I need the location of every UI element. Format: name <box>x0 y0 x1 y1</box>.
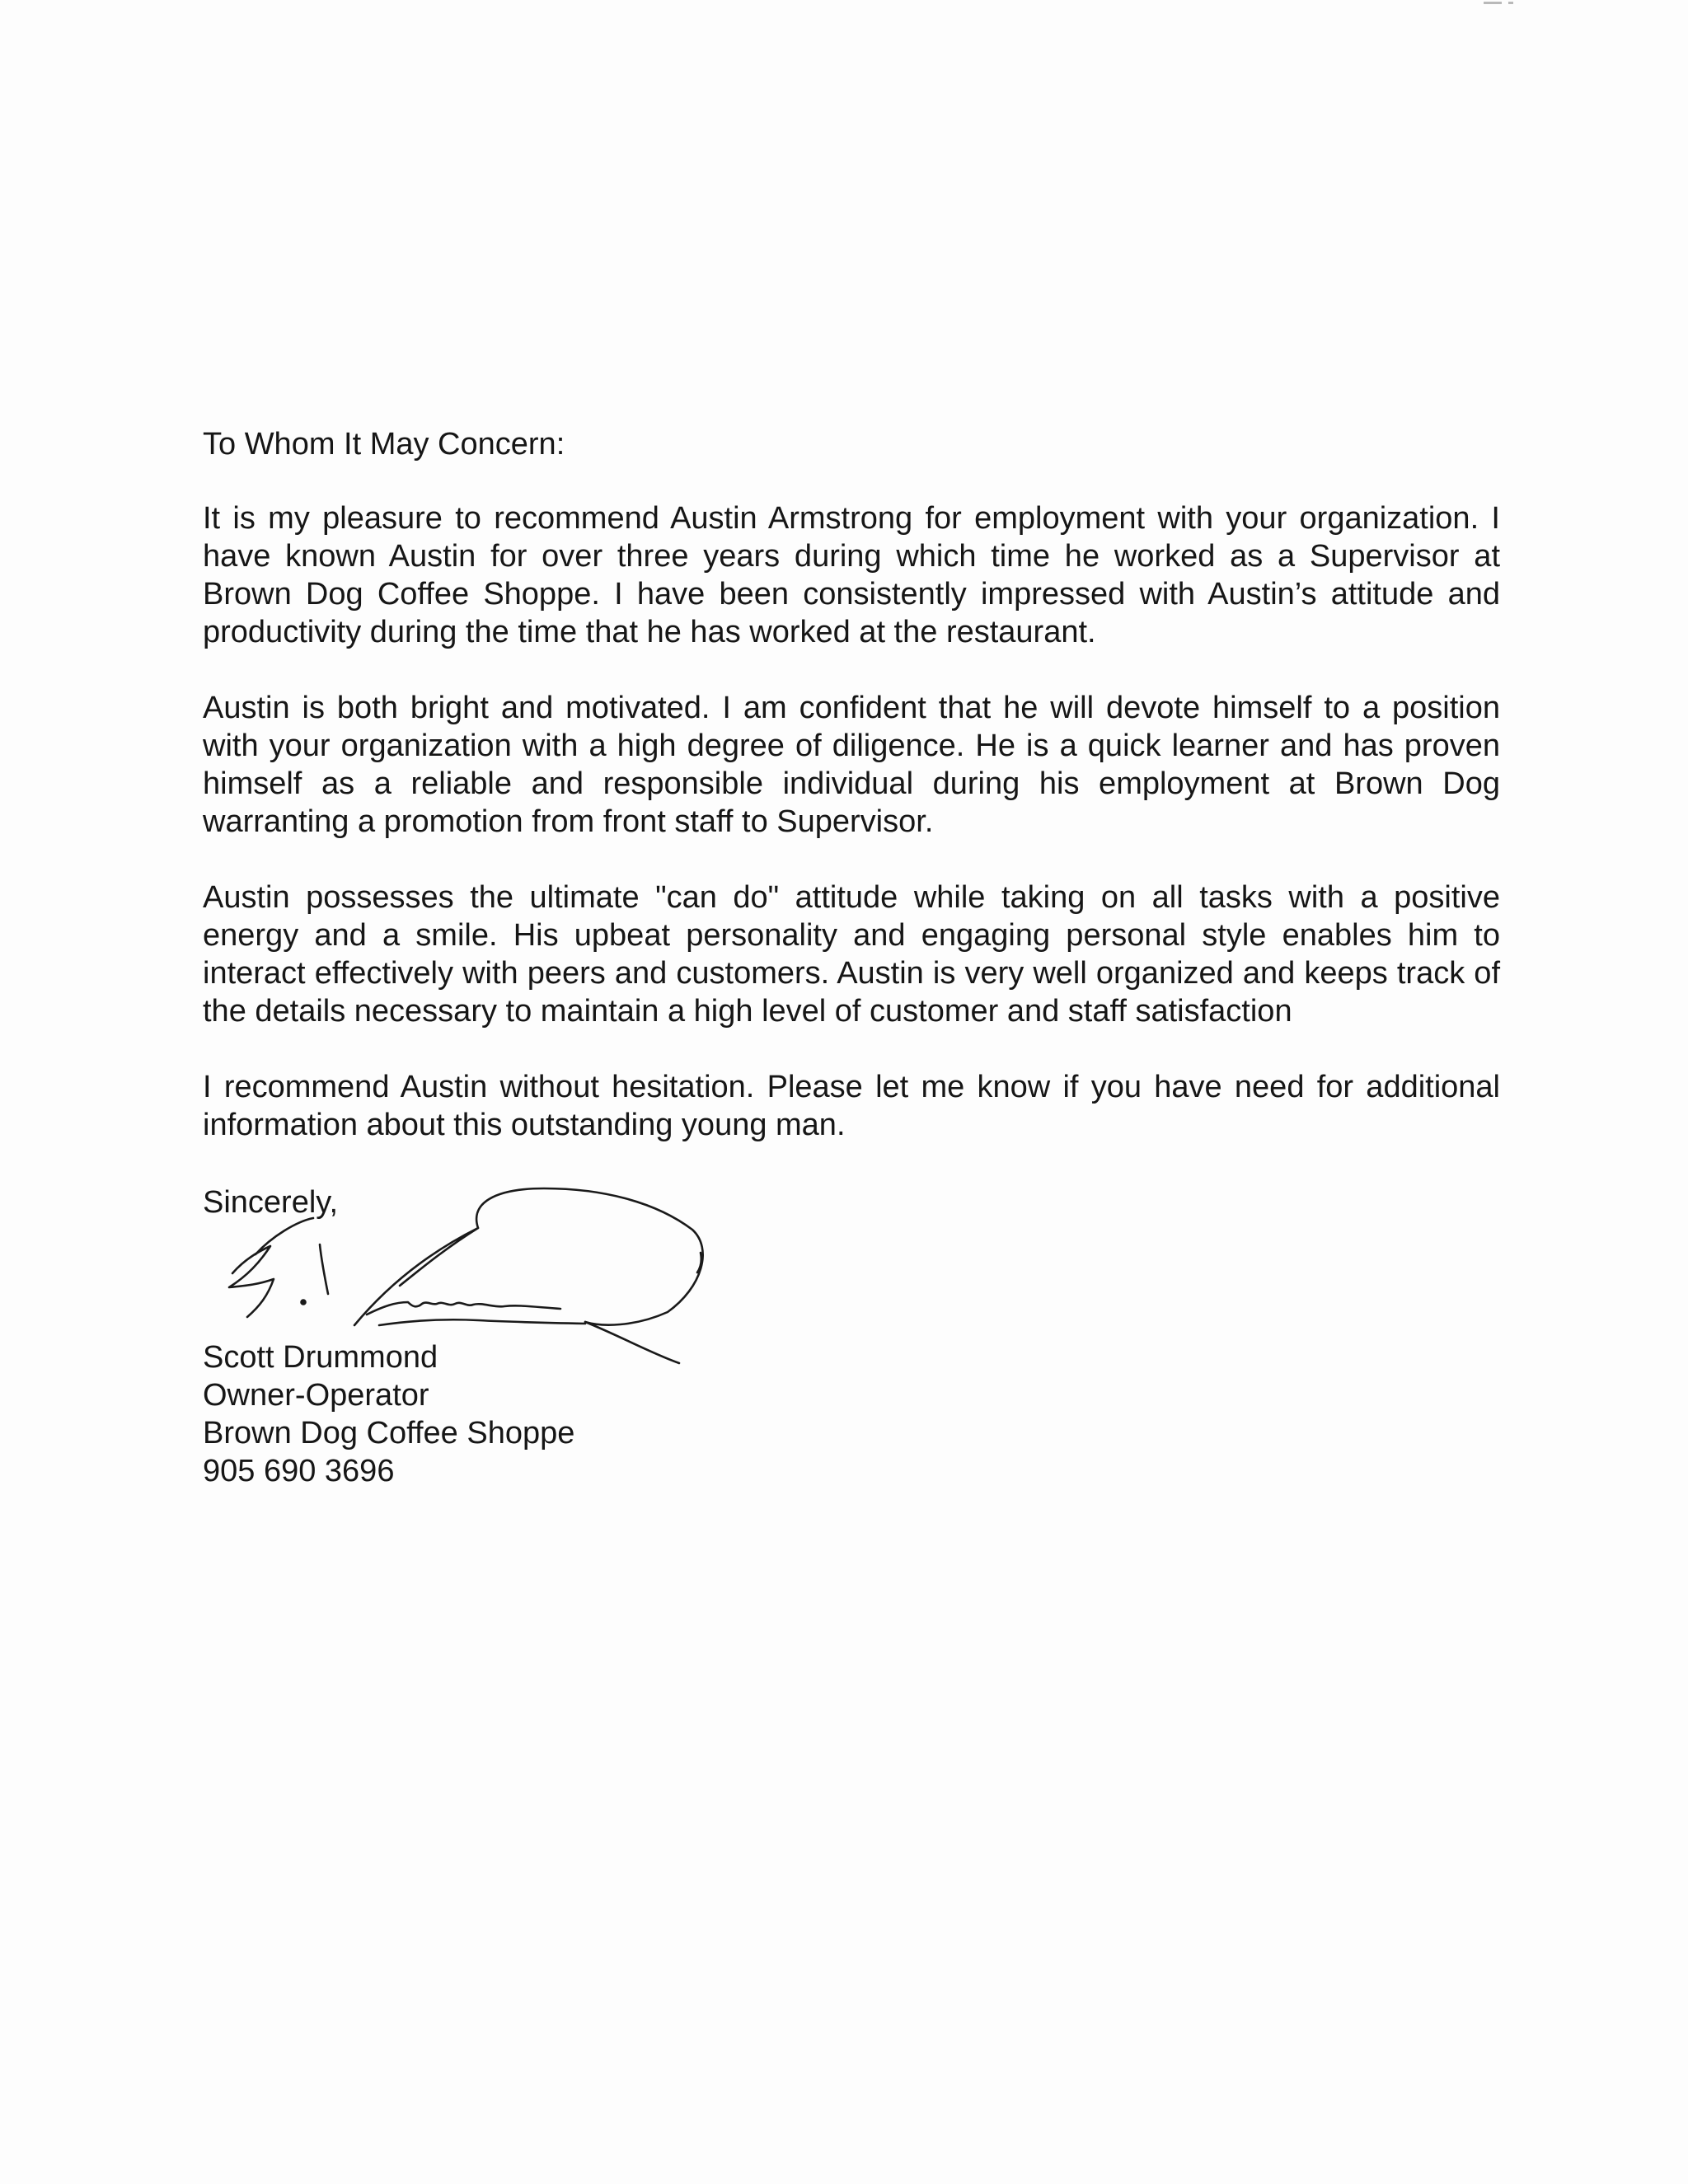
sender-company: Brown Dog Coffee Shoppe <box>203 1416 575 1451</box>
sender-phone: 905 690 3696 <box>203 1454 395 1488</box>
sender-name: Scott Drummond <box>203 1340 438 1375</box>
scan-speck <box>1484 2 1502 4</box>
scan-speck <box>1508 2 1513 4</box>
paragraph-2: Austin is both bright and motivated. I am confident that he will devote himself to a position with your organization with a high degree of diligence. He is a quick learner and has proven himself as a reliable and responsible individual during his employment at Brown Dog warranting a promotion from front staff to Supervisor. <box>203 691 1500 839</box>
sender-block <box>203 1338 574 1490</box>
paragraph-3: Austin possesses the ultimate "can do" attitude while taking on all tasks with a positive energy and a smile. His upbeat personality and engaging personal style enables him to interact effectively with peers and customers. Austin is very well organized and keeps track of the details necessary to maintain a high level of customer and staff satisfaction <box>203 880 1500 1029</box>
letter-body <box>203 425 1500 1182</box>
paragraph-4: I recommend Austin without hesitation. Please let me know if you have need for additional information about this outstanding young man. <box>203 1070 1500 1142</box>
sender-title: Owner-Operator <box>203 1378 429 1413</box>
closing: Sincerely, <box>203 1185 339 1220</box>
paragraph-1: It is my pleasure to recommend Austin Armstrong for employment with your organization. I have known Austin for over three years during which time he worked as a Supervisor at Brown Dog Coffee Shoppe. I have been consistently impressed with Austin’s attitude and productivity during the time that he has worked at the restaurant. <box>203 501 1500 649</box>
salutation: To Whom It May Concern: <box>203 427 565 462</box>
